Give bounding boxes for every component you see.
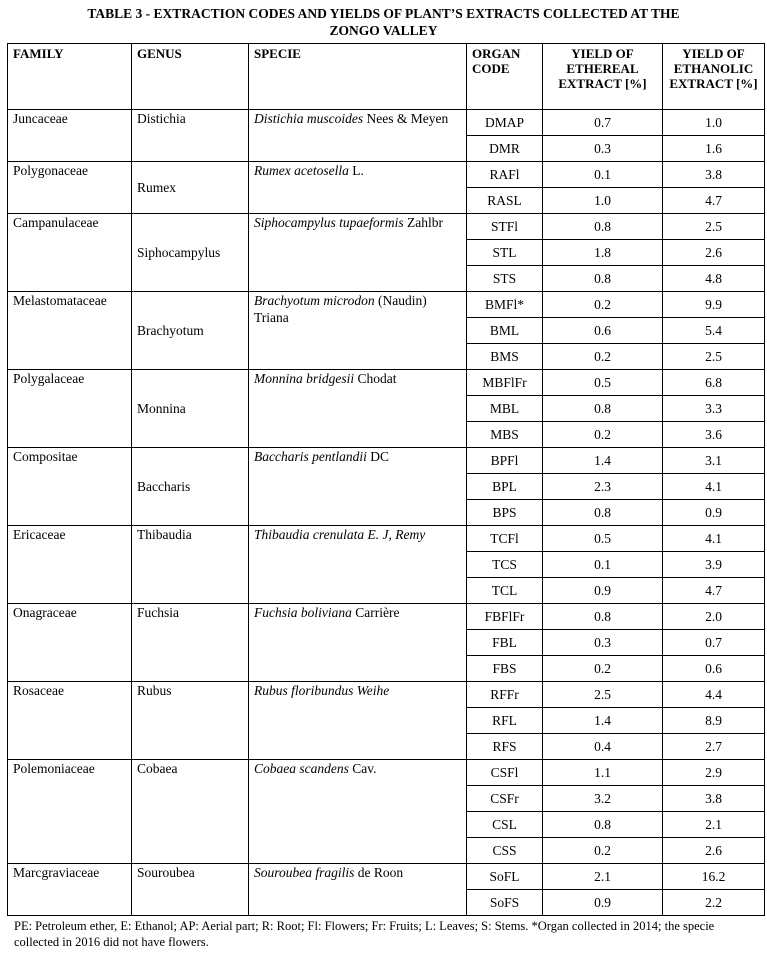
ethanolic-yield-cell: 2.5 <box>663 214 765 240</box>
table-row <box>8 864 765 890</box>
family-cell: Campanulaceae <box>8 214 132 292</box>
ethereal-yield-cell: 0.8 <box>543 396 663 422</box>
ethereal-yield-cell: 0.8 <box>543 266 663 292</box>
specie-author: Carrière <box>351 605 400 620</box>
organ-code-cell: CSL <box>467 812 543 838</box>
ethanolic-yield-cell: 2.6 <box>663 838 765 864</box>
organ-code-cell: SoFL <box>467 864 543 890</box>
ethereal-yield-cell: 0.2 <box>543 422 663 448</box>
ethereal-yield-cell: 0.1 <box>543 552 663 578</box>
ethanolic-yield-cell: 2.5 <box>663 344 765 370</box>
table-row <box>8 110 765 136</box>
genus-cell: Brachyotum <box>132 292 249 370</box>
header-specie: SPECIE <box>249 44 467 110</box>
table-row <box>8 760 765 786</box>
header-ethereal-yield: YIELD OF ETHEREAL EXTRACT [%] <box>543 44 663 110</box>
genus-cell: Cobaea <box>132 760 249 864</box>
organ-code-cell: SoFS <box>467 890 543 916</box>
ethanolic-yield-cell: 2.0 <box>663 604 765 630</box>
organ-code-cell: RFS <box>467 734 543 760</box>
ethereal-yield-cell: 0.9 <box>543 890 663 916</box>
ethanolic-yield-cell: 0.9 <box>663 500 765 526</box>
specie-cell <box>249 760 467 864</box>
ethereal-yield-cell: 0.5 <box>543 526 663 552</box>
family-cell: Polygalaceae <box>8 370 132 448</box>
specie-name: Monnina bridgesii <box>254 371 355 386</box>
family-cell: Onagraceae <box>8 604 132 682</box>
organ-code-cell: FBS <box>467 656 543 682</box>
ethanolic-yield-cell: 2.7 <box>663 734 765 760</box>
genus-cell: Siphocampylus <box>132 214 249 292</box>
ethereal-yield-cell: 2.3 <box>543 474 663 500</box>
family-cell: Polemoniaceae <box>8 760 132 864</box>
footnote: PE: Petroleum ether, E: Ethanol; AP: Aerial part; R: Root; Fl: Flowers; Fr: Fruits; L: Leaves; S: Stems. *Organ collected in 2014; the specie collected in 2016 did not have flowers. <box>14 919 715 949</box>
header-ethanolic-yield: YIELD OF ETHANOLIC EXTRACT [%] <box>663 44 765 110</box>
ethanolic-yield-cell: 4.7 <box>663 188 765 214</box>
organ-code-cell: TCL <box>467 578 543 604</box>
specie-author: Zahlbr <box>403 215 443 230</box>
organ-code-cell: STL <box>467 240 543 266</box>
genus-cell: Baccharis <box>132 448 249 526</box>
header-family: FAMILY <box>8 44 132 110</box>
table-row <box>8 162 765 188</box>
header-organ-code: ORGAN CODE <box>467 44 543 110</box>
specie-cell <box>249 682 467 760</box>
ethanolic-yield-cell: 4.4 <box>663 682 765 708</box>
table-row <box>8 214 765 240</box>
organ-code-cell: BML <box>467 318 543 344</box>
specie-name: Fuchsia boliviana <box>254 605 352 620</box>
organ-code-cell: MBFlFr <box>467 370 543 396</box>
ethanolic-yield-cell: 3.6 <box>663 422 765 448</box>
organ-code-cell: CSFl <box>467 760 543 786</box>
specie-name: Cobaea scandens <box>254 761 349 776</box>
specie-name: Souroubea fragilis <box>254 865 355 880</box>
specie-author: de Roon <box>354 865 404 880</box>
organ-code-cell: CSS <box>467 838 543 864</box>
ethereal-yield-cell: 1.8 <box>543 240 663 266</box>
specie-name: Distichia muscoides <box>254 111 364 126</box>
ethanolic-yield-cell: 4.7 <box>663 578 765 604</box>
organ-code-cell: RASL <box>467 188 543 214</box>
table-title <box>0 5 767 39</box>
ethanolic-yield-cell: 4.1 <box>663 474 765 500</box>
organ-code-cell: BMFl* <box>467 292 543 318</box>
organ-code-cell: MBL <box>467 396 543 422</box>
organ-code-cell: TCFl <box>467 526 543 552</box>
ethanolic-yield-cell: 0.6 <box>663 656 765 682</box>
organ-code-cell: BPFl <box>467 448 543 474</box>
organ-code-cell: CSFr <box>467 786 543 812</box>
specie-author: L. <box>348 163 364 178</box>
ethanolic-yield-cell: 6.8 <box>663 370 765 396</box>
table-row <box>8 370 765 396</box>
ethereal-yield-cell: 0.7 <box>543 110 663 136</box>
specie-cell <box>249 370 467 448</box>
genus-cell: Fuchsia <box>132 604 249 682</box>
header-genus: GENUS <box>132 44 249 110</box>
ethereal-yield-cell: 0.5 <box>543 370 663 396</box>
specie-cell <box>249 448 467 526</box>
family-cell: Juncaceae <box>8 110 132 162</box>
family-cell: Rosaceae <box>8 682 132 760</box>
ethereal-yield-cell: 0.8 <box>543 812 663 838</box>
ethanolic-yield-cell: 2.6 <box>663 240 765 266</box>
ethereal-yield-cell: 0.6 <box>543 318 663 344</box>
specie-cell <box>249 604 467 682</box>
family-cell: Polygonaceae <box>8 162 132 214</box>
ethanolic-yield-cell: 2.1 <box>663 812 765 838</box>
ethanolic-yield-cell: 8.9 <box>663 708 765 734</box>
genus-cell: Thibaudia <box>132 526 249 604</box>
family-cell: Marcgraviaceae <box>8 864 132 916</box>
table-title-line-2: ZONGO VALLEY <box>329 23 438 38</box>
table-row <box>8 604 765 630</box>
table-title-line-1: TABLE 3 - EXTRACTION CODES AND YIELDS OF PLANT’S EXTRACTS COLLECTED AT THE <box>87 6 680 21</box>
ethereal-yield-cell: 1.0 <box>543 188 663 214</box>
specie-cell <box>249 110 467 162</box>
ethanolic-yield-cell: 3.9 <box>663 552 765 578</box>
ethanolic-yield-cell: 3.8 <box>663 786 765 812</box>
family-cell: Compositae <box>8 448 132 526</box>
organ-code-cell: RAFl <box>467 162 543 188</box>
organ-code-cell: BPL <box>467 474 543 500</box>
organ-code-cell: FBL <box>467 630 543 656</box>
ethanolic-yield-cell: 3.1 <box>663 448 765 474</box>
organ-code-cell: BPS <box>467 500 543 526</box>
organ-code-cell: STS <box>467 266 543 292</box>
ethereal-yield-cell: 1.4 <box>543 708 663 734</box>
ethanolic-yield-cell: 3.8 <box>663 162 765 188</box>
ethereal-yield-cell: 2.1 <box>543 864 663 890</box>
ethereal-yield-cell: 0.3 <box>543 630 663 656</box>
ethanolic-yield-cell: 9.9 <box>663 292 765 318</box>
ethereal-yield-cell: 0.4 <box>543 734 663 760</box>
specie-name: Brachyotum microdon <box>254 293 375 308</box>
ethereal-yield-cell: 0.8 <box>543 214 663 240</box>
specie-cell <box>249 526 467 604</box>
ethereal-yield-cell: 0.3 <box>543 136 663 162</box>
table-row <box>8 526 765 552</box>
ethanolic-yield-cell: 4.1 <box>663 526 765 552</box>
specie-author: (Naudin) Triana <box>254 293 427 325</box>
ethanolic-yield-cell: 4.8 <box>663 266 765 292</box>
ethereal-yield-cell: 0.2 <box>543 838 663 864</box>
ethanolic-yield-cell: 2.2 <box>663 890 765 916</box>
specie-author: DC <box>366 449 389 464</box>
header-row <box>8 44 765 110</box>
ethanolic-yield-cell: 1.6 <box>663 136 765 162</box>
ethereal-yield-cell: 2.5 <box>543 682 663 708</box>
organ-code-cell: BMS <box>467 344 543 370</box>
specie-author: Cav. <box>348 761 377 776</box>
ethanolic-yield-cell: 16.2 <box>663 864 765 890</box>
organ-code-cell: DMAP <box>467 110 543 136</box>
genus-cell: Rumex <box>132 162 249 214</box>
genus-cell: Distichia <box>132 110 249 162</box>
ethanolic-yield-cell: 1.0 <box>663 110 765 136</box>
organ-code-cell: MBS <box>467 422 543 448</box>
family-cell: Melastomataceae <box>8 292 132 370</box>
table-row <box>8 292 765 318</box>
specie-name: Siphocampylus tupaeformis <box>254 215 404 230</box>
genus-cell: Rubus <box>132 682 249 760</box>
ethereal-yield-cell: 0.1 <box>543 162 663 188</box>
ethereal-yield-cell: 0.9 <box>543 578 663 604</box>
ethanolic-yield-cell: 2.9 <box>663 760 765 786</box>
genus-cell: Souroubea <box>132 864 249 916</box>
ethereal-yield-cell: 1.4 <box>543 448 663 474</box>
organ-code-cell: RFFr <box>467 682 543 708</box>
ethereal-yield-cell: 0.8 <box>543 500 663 526</box>
specie-author: Chodat <box>354 371 397 386</box>
specie-cell <box>249 214 467 292</box>
organ-code-cell: TCS <box>467 552 543 578</box>
ethereal-yield-cell: 1.1 <box>543 760 663 786</box>
ethanolic-yield-cell: 0.7 <box>663 630 765 656</box>
ethanolic-yield-cell: 5.4 <box>663 318 765 344</box>
specie-name: Rumex acetosella <box>254 163 349 178</box>
organ-code-cell: DMR <box>467 136 543 162</box>
specie-cell <box>249 864 467 916</box>
ethereal-yield-cell: 0.2 <box>543 656 663 682</box>
extraction-yields-table <box>7 43 765 916</box>
family-cell: Ericaceae <box>8 526 132 604</box>
genus-cell: Monnina <box>132 370 249 448</box>
specie-name: Rubus floribundus Weihe <box>254 683 390 698</box>
ethereal-yield-cell: 0.2 <box>543 344 663 370</box>
ethanolic-yield-cell: 3.3 <box>663 396 765 422</box>
table-row <box>8 682 765 708</box>
organ-code-cell: FBFlFr <box>467 604 543 630</box>
table-body <box>8 110 765 916</box>
organ-code-cell: RFL <box>467 708 543 734</box>
specie-author: Nees & Meyen <box>363 111 449 126</box>
ethereal-yield-cell: 0.2 <box>543 292 663 318</box>
organ-code-cell: STFl <box>467 214 543 240</box>
specie-name: Baccharis pentlandii <box>254 449 367 464</box>
ethereal-yield-cell: 3.2 <box>543 786 663 812</box>
table-row <box>8 448 765 474</box>
specie-cell <box>249 162 467 214</box>
specie-cell <box>249 292 467 370</box>
specie-name: Thibaudia crenulata E. J, Remy <box>254 527 426 542</box>
ethereal-yield-cell: 0.8 <box>543 604 663 630</box>
